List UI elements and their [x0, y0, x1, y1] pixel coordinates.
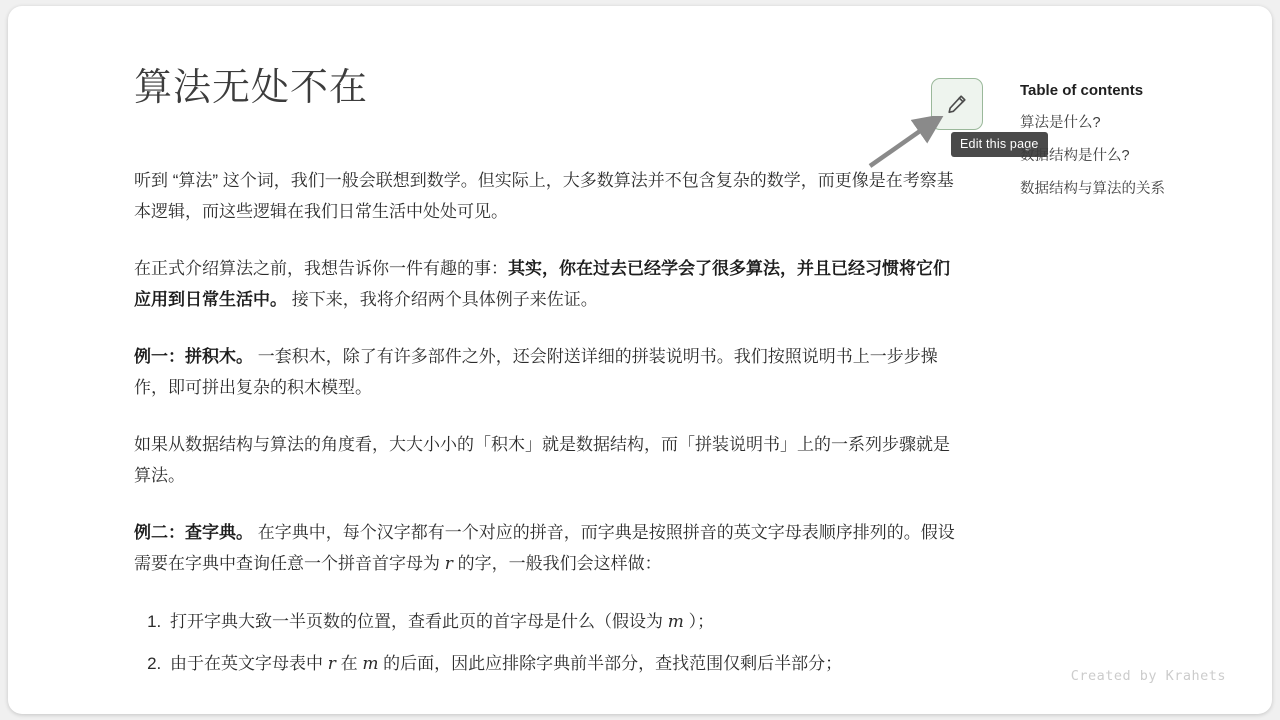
list-item [166, 606, 974, 638]
text-run: 在字典中，每个汉字都有一个对应的拼音，而字典是按照拼音的英文字母表顺序排列的。假设需要在字典中查询任意一个拼音首字母为 [134, 523, 955, 574]
text-run: 由于在英文字母表中 [170, 654, 328, 674]
text-run: 在正式介绍算法之前，我想告诉你一件有趣的事： [134, 259, 508, 279]
text-run: 的字，一般我们会这样做： [452, 554, 662, 574]
paragraph [134, 253, 960, 315]
page-title: 算法无处不在 [134, 67, 369, 109]
text-run: 接下来，我将介绍两个具体例子来佐证。 [287, 290, 598, 310]
table-of-contents [1020, 82, 1230, 212]
article-content [134, 64, 974, 690]
paragraph [134, 165, 960, 227]
ordered-step-list [134, 606, 974, 680]
text-run: 一套积木，除了有许多部件之外，还会附送详细的拼装说明书。我们按照说明书上一步步操作，即可拼出复杂的积木模型。 [134, 347, 938, 398]
pencil-icon [946, 93, 968, 115]
toc-title: Table of contents [1020, 82, 1144, 99]
emphasis-text: 例一：拼积木。 [134, 347, 253, 367]
toc-link-2[interactable]: 数据结构是什么? [1020, 148, 1130, 164]
toc-link-1[interactable]: 算法是什么? [1020, 115, 1101, 131]
emphasis-text: 其实，你在过去已经学会了很多算法，并且已经习惯将它们应用到日常生活中。 [134, 259, 950, 310]
edit-page-button[interactable] [931, 78, 983, 130]
toc-links [1020, 113, 1230, 200]
math-variable: r [444, 554, 453, 575]
document-page [8, 6, 1272, 714]
edit-page-tooltip: Edit this page [951, 132, 1048, 157]
article-body [134, 165, 974, 680]
text-run: 在 [335, 654, 363, 674]
paragraph [134, 517, 960, 580]
footer-credit: Created by Krahets [1070, 668, 1226, 684]
paragraph [134, 429, 960, 491]
math-variable: m [667, 612, 684, 633]
list-item [166, 648, 974, 680]
text-run: 如果从数据结构与算法的角度看，大大小小的「积木」就是数据结构，而「拼装说明书」上的一系列步骤就是算法。 [134, 435, 950, 486]
toc-link-3[interactable]: 数据结构与算法的关系 [1020, 181, 1165, 197]
text-run: 打开字典大致一半页数的位置，查看此页的首字母是什么（假设为 [170, 612, 668, 632]
text-run: ）； [683, 612, 715, 632]
math-variable: m [362, 654, 379, 675]
paragraph [134, 341, 960, 403]
text-run: 听到 “算法” 这个词，我们一般会联想到数学。但实际上，大多数算法并不包含复杂的数学，而更像是在考察基本逻辑，而这些逻辑在我们日常生活中处处可见。 [134, 171, 954, 222]
emphasis-text: 例二：查字典。 [134, 523, 253, 543]
math-variable: r [327, 654, 336, 675]
text-run: 的后面，因此应排除字典前半部分，查找范围仅剩后半部分； [378, 654, 843, 674]
